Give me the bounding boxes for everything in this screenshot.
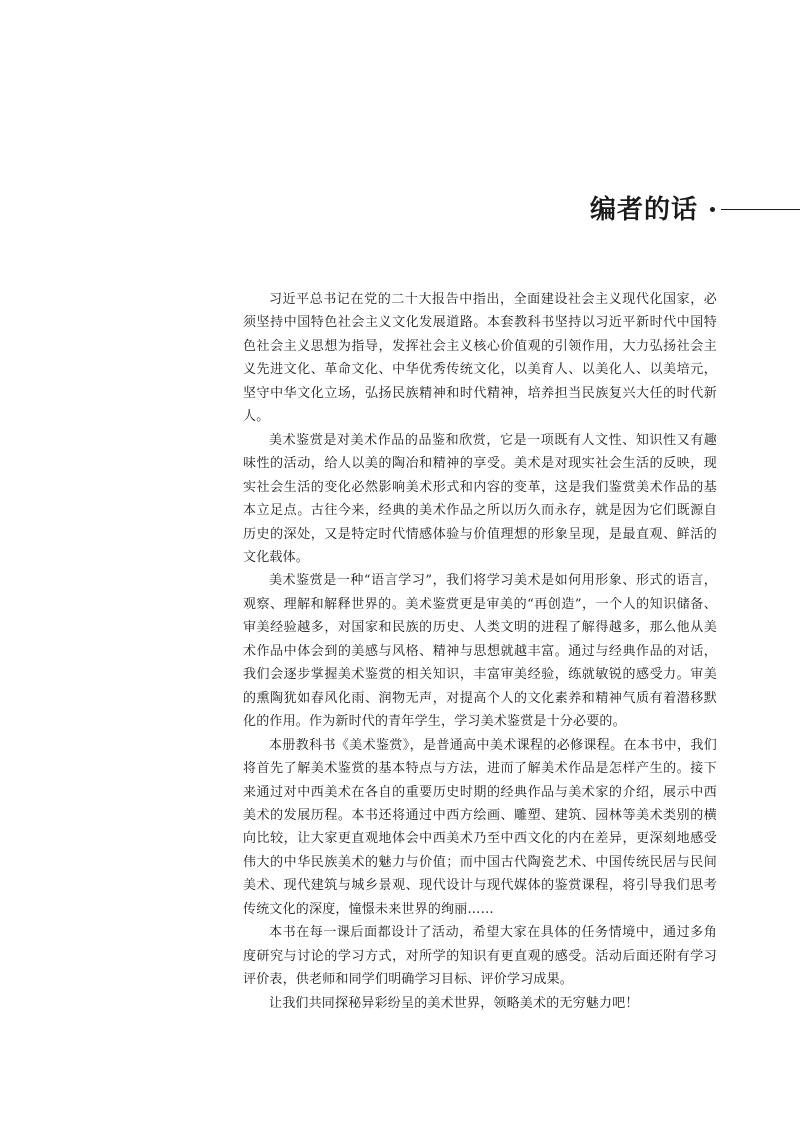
- heading-block: [0, 190, 800, 230]
- heading-rule-line: [721, 209, 800, 210]
- page-title: 编者的话: [590, 195, 699, 225]
- paragraph-2: 美术鉴赏是对美术作品的品鉴和欣赏，它是一项既有人文性、知识性又有趣味性的活动，给人以美的陶冶和精神的享受。美术是对现实社会生活的反映，现实社会生活的变化必然影响美术形式和内容的变革，这是我们鉴赏美术作品的基本立足点。古往今来，经典的美术作品之所以历久而永存，就是因为它们既源自历史的深处，又是特定时代情感体验与价值理想的形象呈现，是最直观、鲜活的文化载体。: [243, 432, 717, 565]
- paragraph-3: 美术鉴赏是一种“语言学习”，我们将学习美术是如何用形象、形式的语言，观察、理解和解释世界的。美术鉴赏更是审美的“再创造”，一个人的知识储备、审美经验越多，对国家和民族的历史、人类文明的进程了解得越多，那么他从美术作品中体会到的美感与风格、精神与思想就越丰富。通过与经典作品的对话，我们会逐步掌握美术鉴赏的相关知识，丰富审美经验，练就敏锐的感受力。审美的熏陶犹如春风化雨、润物无声，对提高个人的文化素养和精神气质有着潜移默化的作用。作为新时代的青年学生，学习美术鉴赏是十分必要的。: [243, 573, 717, 730]
- paragraph-6: 让我们共同探秘异彩纷呈的美术世界，领略美术的无穷魅力吧！: [269, 995, 639, 1011]
- paragraph-5: 本书在每一课后面都设计了活动，希望大家在具体的任务情境中，通过多角度研究与讨论的学习方式，对所学的知识有更直观的感受。活动后面还附有学习评价表，供老师和同学们明确学习目标、评价学习成果。: [243, 925, 717, 988]
- heading-bullet-dot: [710, 207, 715, 212]
- paragraph-1: 习近平总书记在党的二十大报告中指出，全面建设社会主义现代化国家，必须坚持中国特色社会主义文化发展道路。本套教科书坚持以习近平新时代中国特色社会主义思想为指导，发挥社会主义核心价值观的引领作用，大力弘扬社会主义先进文化、革命文化、中华优秀传统文化，以美育人、以美化人、以美培元，坚守中华文化立场，弘扬民族精神和时代精神，培养担当民族复兴大任的时代新人。: [243, 292, 717, 425]
- paragraph-4: 本册教科书《美术鉴赏》，是普通高中美术课程的必修课程。在本书中，我们将首先了解美术鉴赏的基本特点与方法，进而了解美术作品是怎样产生的。接下来通过对中西美术在各自的重要历史时期的经典作品与美术家的介绍，展示中西美术的发展历程。本书还将通过中西方绘画、雕塑、建筑、园林等美术类别的横向比较，让大家更直观地体会中西美术乃至中西文化的内在差异，更深刻地感受伟大的中华民族美术的魅力与价值；而中国古代陶瓷艺术、中国传统民居与民间美术、现代建筑与城乡景观、现代设计与现代媒体的鉴赏课程，将引导我们思考传统文化的深度，憧憬未来世界的绚丽……: [243, 737, 717, 917]
- preface-body: [243, 288, 717, 1015]
